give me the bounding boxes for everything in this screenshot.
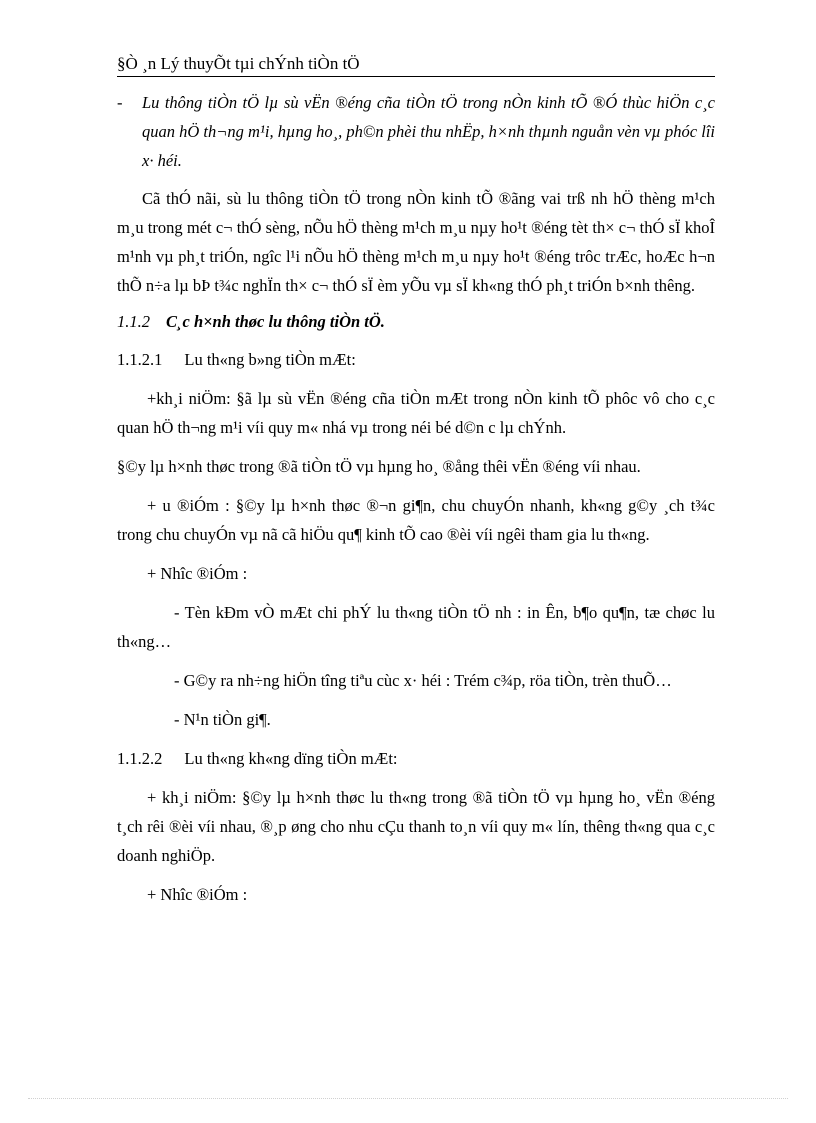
section-title: Lu th«ng b»ng tiÒn mÆt:: [184, 350, 356, 369]
section-title: C¸c h×nh thøc lu thông tiÒn tÖ.: [166, 312, 385, 331]
paragraph-intro: Cã thÓ nãi, sù lu thông tiÒn tÖ trong nÒn kinh tÕ ®ãng vai trß nh hÖ thèng m¹ch m¸u trong mét c¬ thÓ sèng, nÕu hÖ thèng m¹ch m¸u nµy ho¹t ®éng tèt th× c¬ thÓ sÏ khoÎ m¹nh vµ ph¸t triÓn, ngîc l¹i nÕu hÖ thèng m¹ch m¸u nµy ho¹t ®éng trôc trÆc, hoÆc h¬n thÕ n÷a lµ bÞ t¾c nghÏn th× c¬ thÓ sÏ èm yÕu vµ sÏ kh«ng thÓ ph¸t triÓn b×nh thêng.: [117, 189, 715, 295]
paragraph-disadvantages-heading: + Nhîc ®iÓm :: [147, 564, 248, 583]
list-item-cost: - Tèn kÐm vÒ mÆt chi phÝ lu th«ng tiÒn tÖ nh : in Ên, b¶o qu¶n, tæ chøc lu th«ng…: [117, 603, 715, 651]
section-number: 1.1.2.1: [117, 350, 163, 369]
list-item-social: - G©y ra nh÷ng hiÖn tîng tiªu cùc x· héi : Trém c¾p, röa tiÒn, trèn thuÕ…: [174, 671, 672, 690]
header-title: §Ò ¸n Lý thuyÕt tµi chÝnh tiÒn tÖ: [117, 54, 360, 73]
section-number: 1.1.2.2: [117, 749, 163, 768]
section-heading-1-1-2: [117, 307, 715, 336]
paragraph-concept-noncash: + kh¸i niÖm: §©y lµ h×nh thøc lu th«ng trong ®ã tiÒn tÖ vµ hµng ho¸ vËn ®éng t¸ch rêi ®èi víi nhau, ®¸p øng cho nhu cÇu thanh to¸n víi quy m« lín, thêng th«ng qua c¸c doanh nghiÖp.: [117, 788, 715, 865]
section-title: Lu th«ng kh«ng dïng tiÒn mÆt:: [184, 749, 398, 768]
section-number: 1.1.2: [117, 312, 150, 331]
list-item-counterfeit: - N¹n tiÒn gi¶.: [174, 710, 271, 729]
page-header: [117, 52, 715, 77]
bullet-dash: -: [117, 93, 123, 112]
section-heading-1-1-2-2: [117, 744, 715, 773]
document-body: [117, 88, 715, 919]
paragraph-form-cash: §©y lµ h×nh thøc trong ®ã tiÒn tÖ vµ hµng ho¸ ®ång thêi vËn ®éng víi nhau.: [117, 457, 641, 476]
paragraph-disadvantages-heading-2: + Nhîc ®iÓm :: [147, 885, 248, 904]
bullet-definition: [117, 88, 715, 175]
footer-divider: [28, 1098, 788, 1099]
paragraph-concept-cash: +kh¸i niÖm: §ã lµ sù vËn ®éng cña tiÒn mÆt trong nÒn kinh tÕ phôc vô cho c¸c quan hÖ th¬ng m¹i víi quy m« nhá vµ trong néi bé d©n c lµ chÝnh.: [117, 389, 715, 437]
bullet-text: Lu thông tiÒn tÖ lµ sù vËn ®éng cña tiÒn tÖ trong nÒn kinh tÕ ®Ó thùc hiÖn c¸c quan hÖ th¬ng m¹i, hµng ho¸, ph©n phèi thu nhËp, h×nh thµnh nguån vèn vµ phóc lîi x· héi.: [142, 93, 715, 170]
section-heading-1-1-2-1: [117, 345, 715, 374]
paragraph-advantages: + u ®iÓm : §©y lµ h×nh thøc ®¬n gi¶n, chu chuyÓn nhanh, kh«ng g©y ¸ch t¾c trong chu chuyÓn vµ nã cã hiÖu qu¶ kinh tÕ cao ®èi víi ngêi tham gia lu th«ng.: [117, 496, 715, 544]
